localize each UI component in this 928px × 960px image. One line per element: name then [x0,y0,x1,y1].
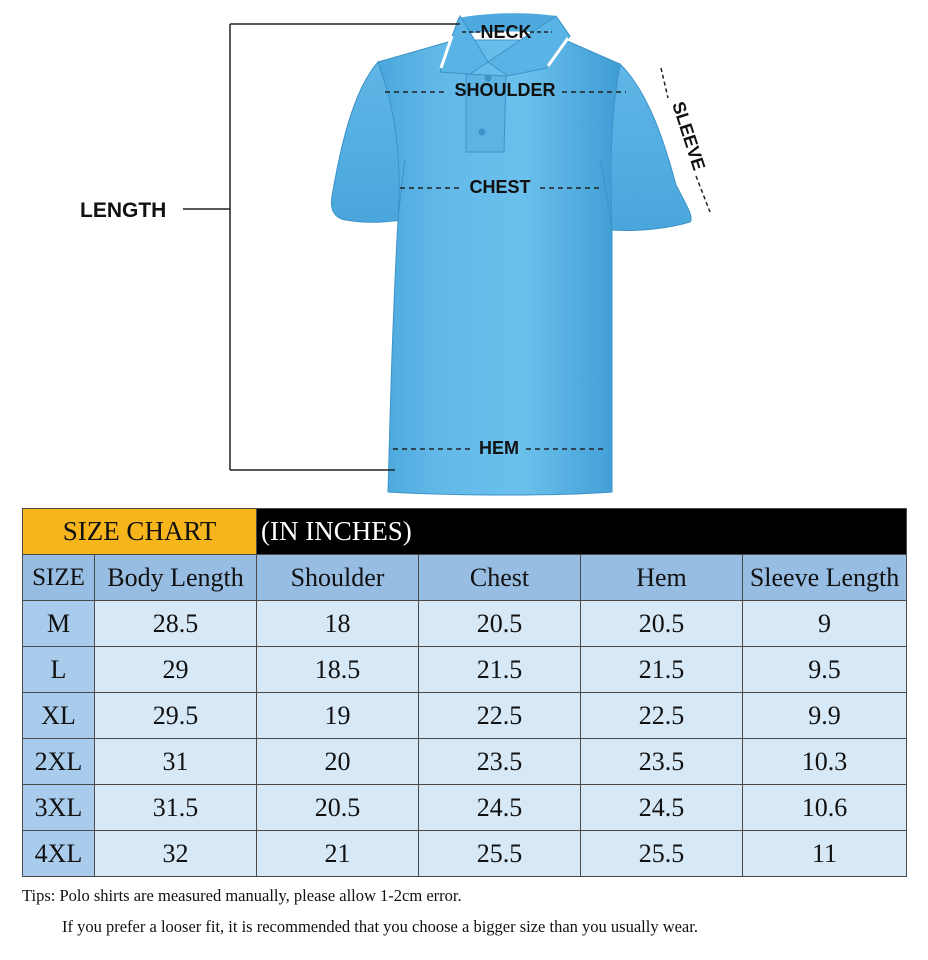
chest-cell: 25.5 [419,831,581,877]
size-chart-header-row [23,555,907,601]
length-label: LENGTH [80,199,167,222]
shoulder-cell: 20 [257,739,419,785]
hem-cell: 22.5 [581,693,743,739]
size-cell: 2XL [23,739,95,785]
table-row [23,831,907,877]
sleeve-length-cell: 9 [743,601,907,647]
size-chart-title-row [23,509,907,555]
sleeve-label: SLEEVE [668,99,710,173]
size-cell: 4XL [23,831,95,877]
header-body-length: Body Length [95,555,257,601]
size-cell: XL [23,693,95,739]
table-row [23,739,907,785]
sleeve-length-cell: 9.5 [743,647,907,693]
header-size: SIZE [23,555,95,601]
header-shoulder: Shoulder [257,555,419,601]
body-length-cell: 31 [95,739,257,785]
shoulder-cell: 21 [257,831,419,877]
body-length-cell: 29 [95,647,257,693]
shoulder-cell: 19 [257,693,419,739]
body-length-cell: 32 [95,831,257,877]
chest-cell: 22.5 [419,693,581,739]
table-row [23,601,907,647]
hem-cell: 25.5 [581,831,743,877]
chest-cell: 24.5 [419,785,581,831]
sleeve-length-cell: 11 [743,831,907,877]
sleeve-length-cell: 10.3 [743,739,907,785]
header-chest: Chest [419,555,581,601]
hem-cell: 24.5 [581,785,743,831]
tips-line-1: Tips: Polo shirts are measured manually, please allow 1-2cm error. [22,886,462,905]
sleeve-length-cell: 9.9 [743,693,907,739]
chest-cell: 20.5 [419,601,581,647]
shoulder-cell: 18.5 [257,647,419,693]
chest-cell: 23.5 [419,739,581,785]
body-length-cell: 29.5 [95,693,257,739]
chest-cell: 21.5 [419,647,581,693]
table-row [23,785,907,831]
shoulder-cell: 20.5 [257,785,419,831]
header-hem: Hem [581,555,743,601]
shoulder-label: SHOULDER [454,80,556,100]
body-length-cell: 28.5 [95,601,257,647]
table-row [23,647,907,693]
sleeve-length-cell: 10.6 [743,785,907,831]
hem-label: HEM [479,438,519,458]
size-chart-unit: (IN INCHES) [257,509,907,555]
table-row [23,693,907,739]
size-cell: M [23,601,95,647]
hem-cell: 23.5 [581,739,743,785]
chest-label: CHEST [469,177,531,197]
neck-label: NECK [480,22,532,42]
hem-cell: 20.5 [581,601,743,647]
header-sleeve-length: Sleeve Length [743,555,907,601]
tips-line-2: If you prefer a looser fit, it is recommended that you choose a bigger size than you usually wear. [62,917,698,936]
shoulder-cell: 18 [257,601,419,647]
size-cell: 3XL [23,785,95,831]
size-chart-table [22,508,907,877]
size-cell: L [23,647,95,693]
size-chart-title: SIZE CHART [23,509,257,555]
body-length-cell: 31.5 [95,785,257,831]
hem-cell: 21.5 [581,647,743,693]
